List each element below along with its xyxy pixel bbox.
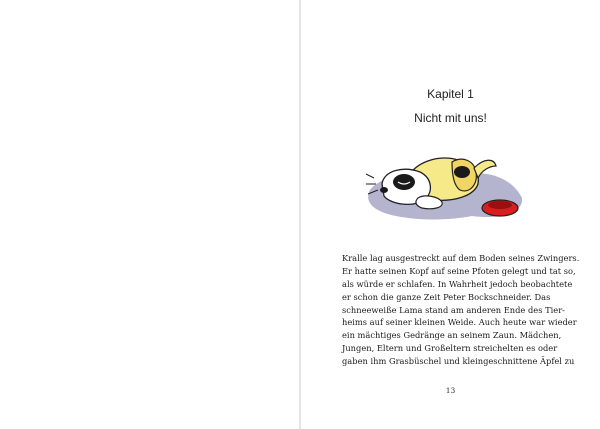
chapter-number: Kapitel 1 (427, 87, 474, 101)
text-line: schneeweiße Lama stand am anderen Ende des Tier- (342, 304, 565, 315)
text-line: er schon die ganze Zeit Peter Bockschneider. Das (342, 291, 551, 302)
text-line: als würde er schlafen. In Wahrheit jedoch beobachtete (342, 278, 573, 289)
dog-eye-patch (393, 174, 415, 190)
dog-back-spot (454, 166, 470, 178)
dog-nose (380, 187, 388, 193)
page-number: 13 (445, 386, 456, 395)
text-line: gaben ihm Grasbüschel und kleingeschnittene Äpfel zu (342, 356, 575, 367)
food-bowl-inner (488, 201, 512, 209)
text-line: Jungen, Eltern und Großeltern streichelten es oder (342, 343, 558, 354)
chapter-body-text (342, 252, 580, 368)
text-line: ein mächtiges Gedränge an seinem Zaun. Mädchen, (342, 330, 562, 341)
text-line: Kralle lag ausgestreckt auf dem Boden seines Zwingers. (342, 253, 580, 263)
text-line: heims auf seiner kleinen Weide. Auch heute war wieder (342, 317, 577, 328)
chapter-title: Nicht mit uns! (414, 111, 487, 125)
sleeping-dog-illustration (362, 138, 527, 228)
text-line: Er hatte seinen Kopf auf seine Pfoten gelegt und tat so, (342, 265, 576, 276)
